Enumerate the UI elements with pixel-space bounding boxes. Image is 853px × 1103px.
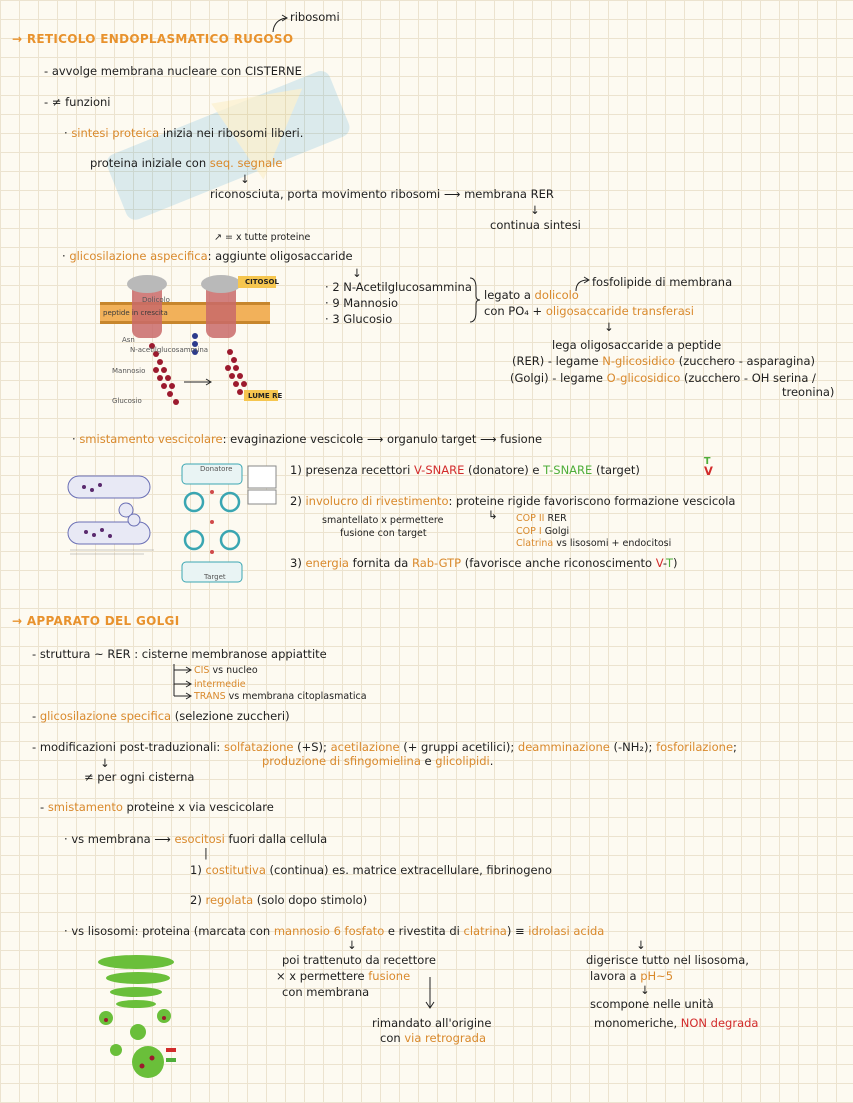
golgi-glico-line: - glicosilazione specifica (selezione zuccheri) (32, 709, 290, 723)
target-fig-label: Target (204, 573, 226, 581)
snare-figure (180, 462, 280, 584)
vesicle-figure (64, 470, 164, 560)
arrow-down-icon: ↓ (352, 266, 362, 280)
poi-line: poi trattenuto da recettore (282, 953, 436, 967)
rer-title: → RETICOLO ENDOPLASMATICO RUGOSO (12, 32, 294, 46)
peptide-label: peptide in crescita (103, 309, 168, 317)
costitutiva-line: 1) costitutiva (continua) es. matrice extracellulare, fibrinogeno (190, 863, 552, 877)
glucosio-fig-label: Glucosio (112, 397, 142, 405)
arrow-icon: ↳ (488, 508, 498, 522)
smist-line: · smistamento vescicolare: evaginazione vescicole ⟶ organulo target ⟶ fusione (72, 432, 543, 446)
nacetil-fig-label: N-acetilglucosammina (130, 346, 209, 354)
lisosomi-line: · vs lisosomi: proteina (marcata con mannosio 6 fosfato e rivestita di clatrina) ≡ idrolasi acida (64, 924, 605, 938)
mark-t: T (704, 456, 711, 467)
arrow-down-icon: ↓ (347, 938, 357, 952)
mark-v: V (704, 464, 713, 478)
arrow-down-icon (424, 975, 436, 1011)
lavora-line: lavora a pH~5 (590, 969, 674, 983)
punto-3: 3) energia fornita da Rab-GTP (favorisce anche riconoscimento V-T) (290, 556, 678, 570)
arrow-down-icon: ↓ (100, 756, 110, 770)
con-membrana-line: con membrana (282, 985, 370, 999)
smantellato-note-2: fusione con target (340, 528, 427, 539)
cop1-line: COP I Golgi (516, 526, 570, 537)
golgi-legame-line: (Golgi) - legame O-glicosidico (zucchero - OH serina / (510, 371, 816, 385)
cis-line: CIS vs nucleo (194, 665, 258, 676)
trans-line: TRANS vs membrana citoplasmatica (194, 691, 367, 702)
struttura-line: - struttura ~ RER : cisterne membranose appiattite (32, 647, 327, 661)
cop2-line: COP II RER (516, 513, 567, 524)
modificazioni-line-2: produzione di sfingomielina e glicolipidi. (262, 754, 494, 768)
rer-membrane-line: - avvolge membrana nucleare con CISTERNE (44, 64, 302, 78)
arrow-down-icon: ↓ (640, 983, 650, 997)
modificazioni-line: - modificazioni post-traduzionali: solfatazione (+S); acetilazione (+ gruppi acetilici); deamminazione (-NH₂); fosforilazione; (32, 740, 737, 754)
arrow-down-icon: ↓ (636, 938, 646, 952)
sintesi-continue-line: continua sintesi (490, 218, 581, 232)
arrow-down-icon: | (204, 846, 208, 860)
rer-funzioni-line: - ≠ funzioni (44, 95, 111, 109)
intermedie-line: intermedie (194, 679, 246, 690)
monomeriche-line: monomeriche, NON degrada (594, 1016, 759, 1030)
scompone-line: scompone nelle unità (590, 997, 714, 1011)
oligo-item-3: · 3 Glucosio (325, 312, 393, 326)
arrow-down-icon: ↓ (240, 172, 250, 186)
glico-line: · glicosilazione aspecifica: aggiunte oligosaccaride (62, 249, 353, 263)
golgi-figure (86, 940, 186, 1098)
punto-1: 1) presenza recettori V-SNARE (donatore) e T-SNARE (target) (290, 463, 640, 477)
arrow-down-icon: ↓ (530, 203, 540, 217)
legato-line: legato a dolicolo (484, 288, 579, 302)
arrow-down-icon: ↓ (604, 320, 614, 334)
per-cisterna-note: ≠ per ogni cisterna (84, 770, 195, 784)
sintesi-seq-line: proteina iniziale con seq. segnale (90, 156, 283, 170)
clatrina-line: Clatrina vs lisosomi + endocitosi (516, 538, 672, 549)
arrow-icon (270, 12, 290, 34)
rer-legame-line: (RER) - legame N-glicosidico (zucchero - asparagina) (512, 354, 816, 368)
rimandato-line: rimandato all'origine (372, 1016, 492, 1030)
smantellato-note-1: smantellato x permettere (322, 515, 444, 526)
lume-label: LUME RE (248, 392, 283, 400)
permettere-line: × x permettere fusione (276, 969, 411, 983)
sintesi-movement-line: riconosciuta, porta movimento ribosomi ⟶ membrana RER (210, 187, 554, 201)
golgi-title: → APPARATO DEL GOLGI (12, 614, 180, 628)
vs-membrana-line: · vs membrana ⟶ esocitosi fuori dalla cellula (64, 832, 328, 846)
dolicolo-fig-label: Dolicolo (142, 296, 170, 304)
asn-label: Asn (122, 336, 135, 344)
transferasi-line: con PO₄ + oligosaccaride transferasi (484, 304, 694, 318)
smistamento-golgi-line: - smistamento proteine x via vescicolare (40, 800, 274, 814)
digerisce-line: digerisce tutto nel lisosoma, (586, 953, 749, 967)
via-retrograda-line: con via retrograda (380, 1031, 487, 1045)
mannosio-fig-label: Mannosio (112, 367, 146, 375)
tutte-proteine-note: ↗ = x tutte proteine (214, 232, 311, 243)
punto-2: 2) involucro di rivestimento: proteine rigide favoriscono formazione vescicola (290, 494, 736, 508)
sintesi-line: · sintesi proteica inizia nei ribosomi liberi. (64, 126, 304, 140)
brace-icon (468, 276, 482, 324)
skuola-watermark (80, 70, 380, 230)
ribosomi-note: ribosomi (290, 10, 340, 24)
regolata-line: 2) regolata (solo dopo stimolo) (190, 893, 368, 907)
citosol-label: CITOSOL (245, 278, 279, 286)
oligo-item-1: · 2 N-Acetilglucosammina (325, 280, 472, 294)
oligo-item-2: · 9 Mannosio (325, 296, 399, 310)
donatore-fig-label: Donatore (200, 465, 233, 473)
branch-arrows-icon (168, 662, 194, 702)
lega-line: lega oligosaccaride a peptide (552, 338, 722, 352)
fosfolipide-note: fosfolipide di membrana (592, 275, 733, 289)
treonina-line: treonina) (782, 385, 835, 399)
